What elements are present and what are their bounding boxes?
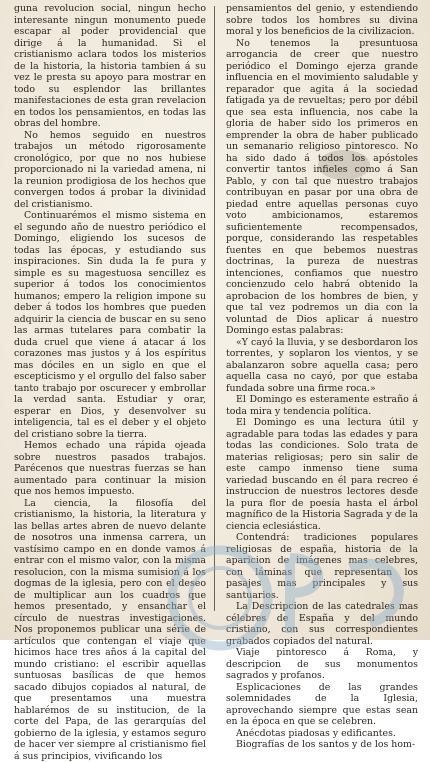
paragraph: No hemos seguido en nuestros trabajos un método rigorosamente cronológico, por que no nos hubiese proporcionado ni la variedad amena, ni la reunion prodigiosa de los hechos que convergen todos á probar la divinidad del cristianismo. bbox=[14, 130, 206, 211]
paragraph: No tenemos la presuntuosa arrogancia de creer que nuestro periódico el Domingo ejerza grande influencia en el movimiento saludable y reparador que agita á la sociedad fatigada ya de revueltas; pero por débil que sea esta influencia, nos cabe la gloria de haber sido los primeros en emprender la obra de haber publicado un semanario religioso pintoresco. No ha sido dado á todos los apóstoles convertir tantos infieles como á San Pablo, y con tal que nuestro trabajos contribuyan en pasar por una obra de piedad entre aquellas personas cuyo voto ambicionamos, estaremos suficientemente recompensados, porque, considerando las respetables fuentes en que bebemos nuestras doctrinas, la pureza de nuestras intenciones, confiamos que nuestro concienzudo celo habrá obtenido la aprobacion de los hombres de bien, y que tal vez podremos un dia con la voluntad de Dios aplicar á nuestro Domingo estas palabras: bbox=[226, 38, 418, 337]
list-item: Biografías de los santos y de los hom- bbox=[226, 739, 418, 751]
column-divider bbox=[214, 6, 215, 611]
paragraph: Contendrá: tradiciones populares religiosas de españa, historia de la aparicion de imágenes mas celebres, con láminas que representan los pasajes mas principales y sus santuarios. bbox=[226, 532, 418, 601]
left-column bbox=[14, 3, 206, 762]
paragraph: El Domingo es esteramente estraño á toda mira y tendencia política. bbox=[226, 394, 418, 417]
paragraph: pensamientos del genio, y estendiendo sobre todos los hombres su divina moral y los beneficios de la civilizacion. bbox=[226, 3, 418, 38]
right-column bbox=[226, 3, 418, 751]
paragraph: guna revolucion social, ningun hecho interesante ningun monumento puede escapar al poder providencial que dirige á la humanidad. Si el cristianismo aclara todos los misterios de la historia, la historia tambien á su vez le presta su apoyo para mostrar en todo su esplendor las brillantes manifestaciones de esta gran revelacion en todos los pensamientos, en todas las obras del hombre. bbox=[14, 3, 206, 130]
paragraph: Hemos echado una rápida ojeada sobre nuestros pasados trabajos. Parécenos que nuestras fuerzas se han aumentado para continuar la mision que nos hemos impuesto. bbox=[14, 440, 206, 498]
paragraph: Continuarémos el mismo sistema en el segundo año de nuestro periódico el Domingo, eligiendo los sucesos de todas las épocas, y estudiando sus inspiraciones. Sin duda la fe pura y simple es su magestuosa sencillez es superior á todos los conocimientos humanos; empero la religion impone su deber á todos los hombres que pueden adquirir la ciencia de buscar en su seno las armas tutelares para combatir la duda cruel que viene á atacar á los corazones mas justos y á los espíritus mas dóciles en un siglo en que el escepticismo y el orgullo del falso saber tanto trabajo por oscurecer y embrollar la verdad santa. Estudiar y orar, esperar en Dios, y desenvolver su inteligencia, tal es el deber y el objeto del cristiano sobre la tierra. bbox=[14, 210, 206, 440]
quote-paragraph: «Y cayó la lluvia, y se desbordaron los torrentes, y soplaron los vientos, y se abalanzaron sobre aquella casa; pero aquella casa no cayó, por que estaba fundada sobre una firme roca.» bbox=[226, 337, 418, 395]
paragraph: La Descripcion de las catedrales mas célebres de España y del mundo cristiano, con sus correspondientes grabados copiados del natural. bbox=[226, 601, 418, 647]
paragraph: Viaje pintoresco á Roma, y descripcion de sus monumentos sagrados y profanos. bbox=[226, 647, 418, 682]
paragraph: La ciencia, la filosofía del cristianismo, la historia, la literatura y las bellas artes abren de nuevo delante de nosotros una inmensa carrera, un vastísimo campo en en donde vamos á entrar con el mismo valor, con la misma resolucion, con la misma sumision á los dogmas de la iglesia, pero con el deseo de multiplicar aun los cuadros que hemos presentado, y ensanchar el círculo de nuestras investigaciones. Nos proponemos publicar una série de artículos que contengan el viaje que hicimos hace tres años á la capital del mundo cristiano: el escribir aquellas suntuosas basílicas de que hemos sacado dibujos copiados al natural, de que presentamos una muestra hablarémos de su institucion, de la corte del Papa, de las gerarquías del gobierno de la iglesia, y estamos seguro de hacer ver siempre al cristianismo fiel á sus principios, vivificando los bbox=[14, 498, 206, 762]
list-item: Anécdotas piadosas y edificantes. bbox=[226, 728, 418, 740]
paragraph: El Domingo es una lectura útil y agradable para todas las edades y para todas las condiciones. Solo trata de materias religiosas; pero sin salir de este campo inmenso tiene suma variedad buscando en él para recreo é instruccion de nuestros lectores desde la pura flor de poesía hasta el árbol magnífico de la Historia Sagrada y de la ciencia eclesiástica. bbox=[226, 417, 418, 532]
paragraph: Esplicaciones de las grandes solemnidades de la Iglesia, aprovechando siempre que estas sean en la época en que se celebren. bbox=[226, 682, 418, 728]
